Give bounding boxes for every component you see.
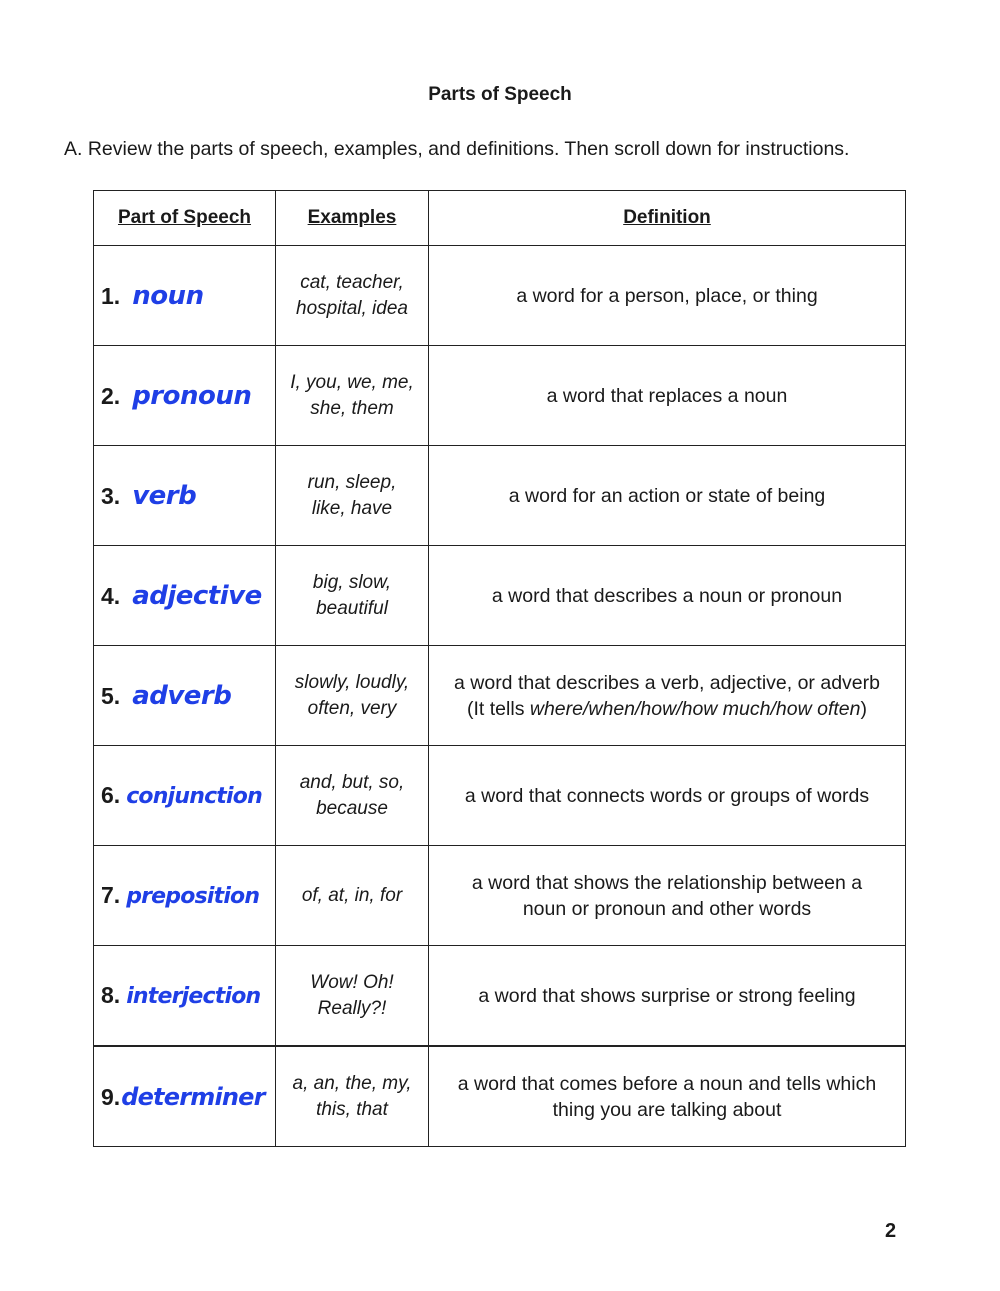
part-of-speech-term: noun — [132, 280, 204, 311]
definition-cell — [429, 246, 906, 346]
examples-cell — [276, 246, 429, 346]
part-of-speech-cell — [94, 1046, 276, 1147]
examples-line: beautiful — [316, 597, 388, 619]
definition-line: a word that replaces a noun — [546, 384, 788, 407]
definition-emphasis: where/when/how/how much/how often — [529, 697, 861, 720]
definition-line: noun or pronoun and other words — [522, 897, 812, 920]
header-part-of-speech: Part of Speech — [94, 191, 276, 246]
examples-cell — [276, 846, 429, 946]
part-of-speech-term: adverb — [132, 680, 232, 711]
examples-line: I, you, we, me, — [290, 371, 414, 393]
definition-line: a word that shows the relationship between a — [471, 871, 863, 894]
part-of-speech-cell — [94, 646, 276, 746]
definition-line: a word that shows surprise or strong feeling — [478, 984, 856, 1007]
definition-line: a word that connects words or groups of words — [464, 784, 870, 807]
examples-line: big, slow, — [312, 571, 392, 593]
part-of-speech-term: adjective — [132, 580, 262, 611]
definition-line: a word for an action or state of being — [508, 484, 826, 507]
examples-line: cat, teacher, — [300, 271, 404, 293]
part-of-speech-term: verb — [132, 480, 197, 511]
row-number: 6. — [101, 782, 121, 808]
examples-line: a, an, the, my, — [292, 1072, 412, 1094]
part-of-speech-cell — [94, 746, 276, 846]
definition-cell — [429, 546, 906, 646]
part-of-speech-cell — [94, 946, 276, 1047]
part-of-speech-cell — [94, 246, 276, 346]
definition-line: thing you are talking about — [552, 1098, 782, 1121]
definition-cell — [429, 346, 906, 446]
examples-line: and, but, so, — [299, 771, 405, 793]
part-of-speech-cell — [94, 346, 276, 446]
examples-cell — [276, 446, 429, 546]
definition-line: a word that describes a verb, adjective, or adverb — [454, 671, 880, 694]
header-definition: Definition — [429, 191, 906, 246]
examples-line: of, at, in, for — [301, 884, 403, 906]
table-row — [94, 846, 906, 946]
parts-of-speech-table — [93, 190, 906, 1147]
row-number: 7. — [101, 882, 121, 908]
row-number: 4. — [101, 582, 121, 609]
examples-line: Really?! — [317, 997, 387, 1019]
examples-line: because — [316, 797, 388, 819]
examples-cell — [276, 946, 429, 1047]
table-row — [94, 746, 906, 846]
examples-line: slowly, loudly, — [294, 671, 410, 693]
definition-text: ) — [860, 697, 867, 720]
part-of-speech-term: conjunction — [126, 784, 262, 809]
instructions-text: A. Review the parts of speech, examples, and definitions. Then scroll down for instructions. — [64, 138, 850, 160]
examples-cell — [276, 646, 429, 746]
definition-line: a word for a person, place, or thing — [516, 284, 818, 307]
table-row — [94, 346, 906, 446]
part-of-speech-term: determiner — [121, 1082, 265, 1111]
definition-line: a word that comes before a noun and tells which — [457, 1072, 877, 1095]
row-number: 8. — [101, 982, 121, 1008]
table-row — [94, 446, 906, 546]
row-number: 1. — [101, 282, 121, 309]
examples-line: she, them — [310, 397, 394, 419]
definition-cell — [429, 746, 906, 846]
row-number: 2. — [101, 382, 121, 409]
examples-line: run, sleep, — [307, 471, 397, 493]
examples-cell — [276, 746, 429, 846]
part-of-speech-term: pronoun — [132, 380, 252, 411]
examples-line: often, very — [307, 697, 397, 719]
definition-text: (It tells — [467, 697, 530, 720]
table-header-row — [94, 191, 906, 246]
part-of-speech-term: interjection — [126, 984, 261, 1009]
row-number: 3. — [101, 482, 121, 509]
definition-cell — [429, 946, 906, 1047]
examples-line: like, have — [311, 497, 393, 519]
definition-line — [437, 696, 897, 722]
table-row — [94, 546, 906, 646]
row-number: 9. — [101, 1083, 121, 1110]
part-of-speech-cell — [94, 446, 276, 546]
table-row — [94, 946, 906, 1047]
part-of-speech-term: preposition — [126, 884, 260, 909]
page-number: 2 — [885, 1220, 897, 1242]
definition-line: a word that describes a noun or pronoun — [491, 584, 843, 607]
definition-cell — [429, 846, 906, 946]
examples-cell — [276, 546, 429, 646]
page-title: Parts of Speech — [428, 84, 572, 105]
definition-cell — [429, 646, 906, 746]
definition-cell — [429, 1046, 906, 1147]
table-row — [94, 646, 906, 746]
row-number: 5. — [101, 682, 121, 709]
examples-cell — [276, 1046, 429, 1147]
examples-line: Wow! Oh! — [310, 971, 394, 993]
header-examples: Examples — [276, 191, 429, 246]
definition-cell — [429, 446, 906, 546]
table-row — [94, 1046, 906, 1147]
examples-line: hospital, idea — [296, 297, 408, 319]
part-of-speech-cell — [94, 546, 276, 646]
examples-cell — [276, 346, 429, 446]
examples-line: this, that — [316, 1098, 388, 1120]
part-of-speech-cell — [94, 846, 276, 946]
table-row — [94, 246, 906, 346]
